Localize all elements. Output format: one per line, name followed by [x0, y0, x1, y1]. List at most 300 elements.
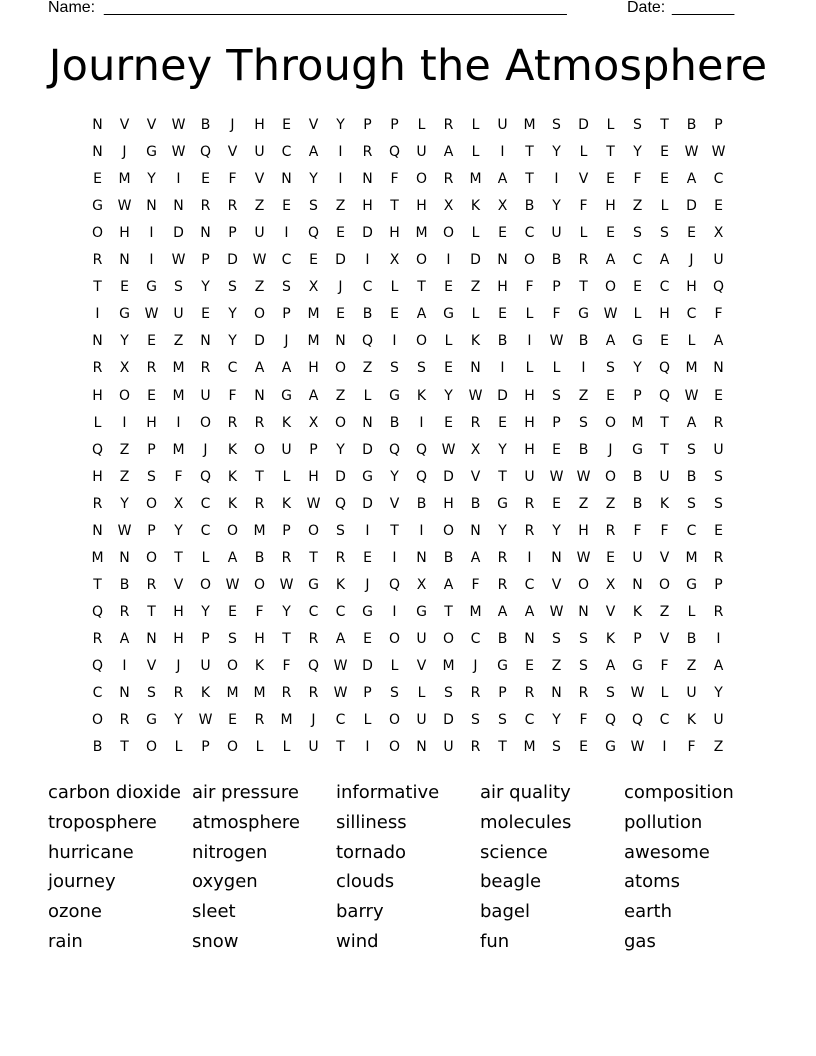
name-label: Name: [48, 0, 96, 16]
grid-letter: A [713, 658, 724, 674]
grid-letter: W [198, 712, 213, 729]
grid-letter: X [605, 576, 616, 593]
grid-letter: R [497, 549, 508, 566]
grid-letter: B [470, 495, 481, 512]
grid-letter: J [122, 144, 127, 161]
grid-letter: I [176, 414, 181, 431]
grid-letter: N [92, 144, 103, 161]
grid-letter: L [525, 306, 534, 323]
grid-letter: S [687, 441, 696, 458]
grid-letter: V [416, 658, 427, 674]
grid-letter: H [605, 198, 616, 215]
grid-letter: Q [415, 441, 428, 458]
grid-letter: W [171, 117, 186, 133]
grid-letter: I [338, 144, 343, 161]
grid-letter: A [470, 549, 481, 566]
grid-letter: Z [578, 387, 589, 404]
word-bank-item: molecules [480, 811, 572, 833]
grid-letter: V [578, 171, 589, 188]
grid-letter: G [146, 279, 157, 296]
grid-letter: R [254, 414, 265, 431]
grid-letter: V [659, 630, 670, 647]
grid-letter: F [228, 387, 237, 404]
grid-letter: Q [199, 468, 212, 485]
grid-letter: R [308, 685, 319, 702]
grid-letter: H [92, 387, 103, 404]
grid-letter: B [551, 252, 562, 269]
grid-letter: R [524, 522, 535, 539]
grid-letter: R [713, 414, 724, 431]
grid-letter: N [497, 252, 508, 269]
grid-letter: L [687, 333, 696, 350]
grid-letter: M [685, 549, 698, 566]
grid-letter: S [633, 225, 642, 242]
grid-letter: P [633, 630, 642, 647]
grid-letter: P [363, 117, 372, 133]
grid-letter: M [253, 685, 266, 702]
grid-letter: K [227, 468, 238, 485]
grid-letter: K [281, 495, 292, 512]
grid-letter: E [606, 549, 615, 566]
grid-letter: X [713, 225, 724, 242]
word-bank-item: gas [624, 931, 656, 952]
grid-letter: W [171, 252, 186, 269]
word-bank-item: beagle [480, 871, 542, 893]
grid-letter: P [282, 306, 291, 323]
grid-letter: B [416, 495, 427, 512]
grid-letter: X [416, 576, 427, 593]
grid-letter: E [282, 198, 291, 215]
grid-letter: L [282, 468, 291, 485]
grid-letter: L [579, 144, 588, 161]
grid-letter: W [333, 685, 348, 702]
grid-letter: S [552, 387, 561, 404]
grid-letter: C [308, 603, 319, 620]
grid-letter: Y [309, 171, 318, 188]
grid-letter: K [632, 603, 643, 620]
grid-letter: H [524, 387, 535, 404]
grid-letter: W [468, 387, 483, 404]
grid-letter: E [660, 171, 669, 188]
grid-letter: V [173, 576, 184, 593]
grid-letter: B [686, 468, 697, 485]
grid-letter: E [93, 171, 102, 188]
grid-letter: E [525, 658, 534, 674]
word-bank-item: carbon dioxide [48, 782, 181, 803]
word-bank-item: sleet [192, 901, 236, 923]
grid-letter: M [442, 658, 455, 674]
grid-letter: N [146, 630, 157, 647]
grid-letter: A [308, 387, 319, 404]
grid-letter: Q [334, 495, 347, 512]
grid-letter: B [497, 333, 508, 350]
grid-row [84, 112, 734, 139]
grid-letter: Z [254, 279, 265, 296]
grid-letter: I [527, 333, 532, 350]
grid-letter: E [498, 225, 507, 242]
grid-letter: H [659, 306, 670, 323]
grid-letter: A [686, 414, 697, 431]
grid-letter: A [497, 171, 508, 188]
grid-letter: N [92, 333, 103, 350]
grid-letter: Z [119, 468, 130, 485]
grid-letter: O [199, 576, 212, 593]
grid-letter: T [309, 549, 318, 566]
grid-letter: T [525, 171, 534, 188]
grid-letter: L [201, 549, 210, 566]
grid-letter: L [255, 739, 264, 756]
grid-letter: C [659, 279, 670, 296]
grid-letter: V [254, 171, 265, 188]
grid-letter: R [173, 685, 184, 702]
grid-letter: T [93, 576, 102, 593]
grid-letter: H [119, 225, 130, 242]
grid-letter: O [388, 739, 401, 756]
grid-letter: I [662, 739, 667, 756]
grid-letter: C [686, 306, 697, 323]
grid-letter: D [443, 712, 454, 729]
grid-letter: Y [228, 333, 237, 350]
grid-letter: V [308, 117, 319, 133]
grid-letter: Q [91, 603, 104, 620]
grid-letter: P [282, 522, 291, 539]
grid-letter: N [416, 549, 427, 566]
grid-letter: B [443, 549, 454, 566]
grid-letter: S [390, 360, 399, 377]
grid-letter: J [311, 712, 316, 729]
word-bank-item: atmosphere [192, 811, 300, 833]
grid-letter: S [579, 414, 588, 431]
grid-letter: W [171, 144, 186, 161]
grid-letter: K [335, 576, 346, 593]
grid-letter: G [146, 144, 157, 161]
grid-letter: S [687, 495, 696, 512]
grid-letter: D [335, 252, 346, 269]
grid-letter: Q [307, 225, 320, 242]
grid-letter: E [714, 387, 723, 404]
grid-letter: R [119, 712, 130, 729]
grid-letter: R [92, 252, 103, 269]
grid-letter: Z [254, 198, 265, 215]
grid-letter: S [606, 685, 615, 702]
grid-letter: A [605, 658, 616, 674]
grid-letter: I [284, 225, 289, 242]
grid-letter: S [552, 739, 561, 756]
grid-letter: E [147, 387, 156, 404]
grid-letter: M [280, 712, 293, 729]
grid-letter: G [389, 387, 400, 404]
grid-letter: C [335, 712, 346, 729]
grid-letter: R [92, 360, 103, 377]
grid-letter: B [632, 468, 643, 485]
grid-letter: I [122, 658, 127, 674]
grid-letter: H [362, 198, 373, 215]
grid-letter: E [201, 306, 210, 323]
grid-letter: D [227, 252, 238, 269]
grid-letter: C [659, 712, 670, 729]
grid-letter: T [498, 468, 507, 485]
grid-letter: R [200, 360, 211, 377]
grid-letter: Z [659, 603, 670, 620]
grid-letter: O [442, 630, 455, 647]
grid-letter: Y [633, 360, 642, 377]
grid-letter: H [308, 468, 319, 485]
grid-letter: W [630, 685, 645, 702]
grid-letter: S [147, 685, 156, 702]
grid-letter: R [524, 495, 535, 512]
grid-letter: B [578, 441, 589, 458]
grid-letter: Y [174, 522, 183, 539]
grid-letter: I [392, 333, 397, 350]
grid-letter: Z [173, 333, 184, 350]
grid-letter: A [443, 144, 454, 161]
grid-letter: L [687, 603, 696, 620]
grid-letter: A [308, 144, 319, 161]
grid-letter: G [308, 576, 319, 593]
grid-letter: O [145, 549, 158, 566]
grid-letter: A [119, 630, 130, 647]
grid-letter: M [469, 603, 482, 620]
grid-letter: J [608, 441, 613, 458]
word-bank [48, 778, 768, 958]
grid-letter: T [660, 414, 669, 431]
grid-letter: E [147, 333, 156, 350]
grid-letter: G [119, 306, 130, 323]
word-bank-item: pollution [624, 811, 703, 833]
grid-letter: P [147, 441, 156, 458]
grid-letter: H [524, 414, 535, 431]
grid-letter: B [632, 495, 643, 512]
grid-letter: W [549, 603, 564, 620]
grid-row [84, 193, 734, 220]
grid-letter: U [713, 441, 724, 458]
grid-letter: E [660, 333, 669, 350]
grid-letter: T [579, 279, 588, 296]
grid-letter: A [524, 603, 535, 620]
name-blank-line: ____________________________________________________ [104, 0, 567, 16]
word-bank-item: wind [336, 931, 379, 952]
grid-letter: R [443, 171, 454, 188]
grid-letter: X [497, 198, 508, 215]
grid-letter: S [579, 630, 588, 647]
grid-letter: L [417, 117, 426, 133]
grid-letter: F [687, 739, 696, 756]
grid-letter: R [713, 549, 724, 566]
grid-letter: P [390, 117, 399, 133]
grid-letter: S [471, 712, 480, 729]
date-blank-line: _______ [672, 0, 735, 16]
grid-letter: I [581, 360, 586, 377]
grid-letter: D [362, 495, 373, 512]
grid-row [84, 464, 734, 491]
grid-letter: R [443, 117, 454, 133]
grid-letter: Q [199, 144, 212, 161]
grid-letter: U [254, 225, 265, 242]
grid-letter: T [444, 603, 453, 620]
grid-letter: W [630, 739, 645, 756]
grid-row [84, 301, 734, 328]
word-bank-item: air quality [480, 782, 571, 803]
grid-letter: L [660, 198, 669, 215]
word-bank-item: air pressure [192, 782, 299, 803]
grid-letter: I [500, 144, 505, 161]
grid-letter: P [201, 739, 210, 756]
grid-letter: R [470, 739, 481, 756]
grid-letter: Q [658, 387, 671, 404]
grid-letter: Y [282, 603, 291, 620]
grid-letter: N [362, 414, 373, 431]
grid-letter: R [119, 603, 130, 620]
grid-letter: D [497, 387, 508, 404]
grid-letter: O [415, 252, 428, 269]
grid-letter: D [254, 333, 265, 350]
grid-letter: O [658, 576, 671, 593]
grid-row [84, 383, 734, 410]
word-bank-item: snow [192, 931, 239, 952]
word-bank-item: ozone [48, 901, 102, 923]
grid-letter: R [254, 712, 265, 729]
grid-letter: I [122, 414, 127, 431]
grid-letter: S [714, 495, 723, 512]
grid-letter: X [308, 414, 319, 431]
grid-letter: O [145, 739, 158, 756]
grid-letter: E [579, 739, 588, 756]
name-date-header [48, 0, 748, 20]
grid-letter: B [686, 630, 697, 647]
grid-letter: G [146, 712, 157, 729]
grid-letter: Y [552, 712, 561, 729]
grid-letter: F [579, 198, 588, 215]
grid-letter: E [687, 225, 696, 242]
grid-letter: F [228, 171, 237, 188]
grid-letter: J [176, 658, 181, 674]
grid-letter: N [92, 117, 103, 133]
grid-letter: I [365, 252, 370, 269]
grid-letter: U [713, 712, 724, 729]
grid-letter: Y [714, 685, 723, 702]
grid-letter: O [145, 495, 158, 512]
grid-letter: W [549, 333, 564, 350]
grid-letter: J [689, 252, 694, 269]
grid-letter: O [118, 387, 131, 404]
grid-letter: N [200, 225, 211, 242]
grid-letter: N [362, 171, 373, 188]
word-bank-item: rain [48, 931, 83, 952]
grid-letter: E [201, 171, 210, 188]
grid-letter: I [419, 414, 424, 431]
word-bank-item: informative [336, 782, 440, 803]
grid-letter: M [415, 225, 428, 242]
grid-row [84, 626, 734, 653]
grid-letter: D [686, 198, 697, 215]
grid-letter: O [91, 712, 104, 729]
grid-letter: B [92, 739, 103, 756]
grid-letter: U [497, 117, 508, 133]
grid-letter: H [308, 360, 319, 377]
grid-letter: N [119, 252, 130, 269]
grid-letter: X [389, 252, 400, 269]
grid-letter: A [254, 360, 265, 377]
grid-letter: K [605, 630, 616, 647]
grid-letter: R [713, 603, 724, 620]
grid-letter: W [603, 306, 618, 323]
grid-letter: P [552, 279, 561, 296]
grid-letter: I [392, 603, 397, 620]
grid-letter: O [577, 576, 590, 593]
grid-letter: A [686, 171, 697, 188]
word-bank-item: silliness [336, 811, 407, 833]
grid-letter: C [92, 685, 103, 702]
grid-letter: U [416, 144, 427, 161]
grid-row [84, 572, 734, 599]
grid-letter: W [144, 306, 159, 323]
grid-letter: J [338, 279, 343, 296]
grid-letter: Z [578, 495, 589, 512]
grid-letter: S [417, 360, 426, 377]
grid-letter: Y [201, 603, 210, 620]
grid-letter: E [714, 198, 723, 215]
grid-letter: X [119, 360, 130, 377]
grid-letter: I [95, 306, 100, 323]
grid-letter: L [363, 387, 372, 404]
grid-letter: T [417, 279, 426, 296]
grid-letter: G [632, 658, 643, 674]
grid-letter: N [173, 198, 184, 215]
grid-letter: Y [120, 333, 129, 350]
grid-letter: U [200, 658, 211, 674]
grid-letter: O [334, 414, 347, 431]
grid-letter: N [578, 603, 589, 620]
grid-letter: Y [498, 441, 507, 458]
grid-letter: Z [470, 279, 481, 296]
grid-letter: C [524, 712, 535, 729]
grid-letter: C [200, 495, 211, 512]
grid-letter: R [146, 360, 157, 377]
grid-letter: R [281, 549, 292, 566]
grid-letter: L [471, 144, 480, 161]
grid-letter: F [525, 279, 534, 296]
grid-letter: P [363, 685, 372, 702]
grid-letter: P [498, 685, 507, 702]
grid-letter: Q [388, 441, 401, 458]
grid-letter: D [578, 117, 589, 133]
grid-letter: N [551, 549, 562, 566]
grid-letter: V [146, 658, 157, 674]
grid-row [84, 139, 734, 166]
grid-letter: I [365, 739, 370, 756]
word-bank-item: bagel [480, 901, 530, 923]
grid-letter: E [552, 495, 561, 512]
grid-letter: T [498, 739, 507, 756]
grid-letter: F [471, 576, 480, 593]
grid-letter: U [443, 739, 454, 756]
grid-letter: Y [228, 306, 237, 323]
grid-letter: C [281, 144, 292, 161]
grid-letter: R [146, 576, 157, 593]
grid-letter: G [443, 306, 454, 323]
grid-letter: S [147, 468, 156, 485]
word-bank-item: barry [336, 901, 384, 923]
grid-letter: L [471, 306, 480, 323]
grid-letter: W [252, 252, 267, 269]
grid-letter: L [282, 739, 291, 756]
grid-letter: M [118, 171, 131, 188]
grid-letter: S [498, 712, 507, 729]
grid-letter: W [441, 441, 456, 458]
grid-row [84, 518, 734, 545]
grid-letter: Y [552, 522, 561, 539]
grid-letter: N [632, 576, 643, 593]
